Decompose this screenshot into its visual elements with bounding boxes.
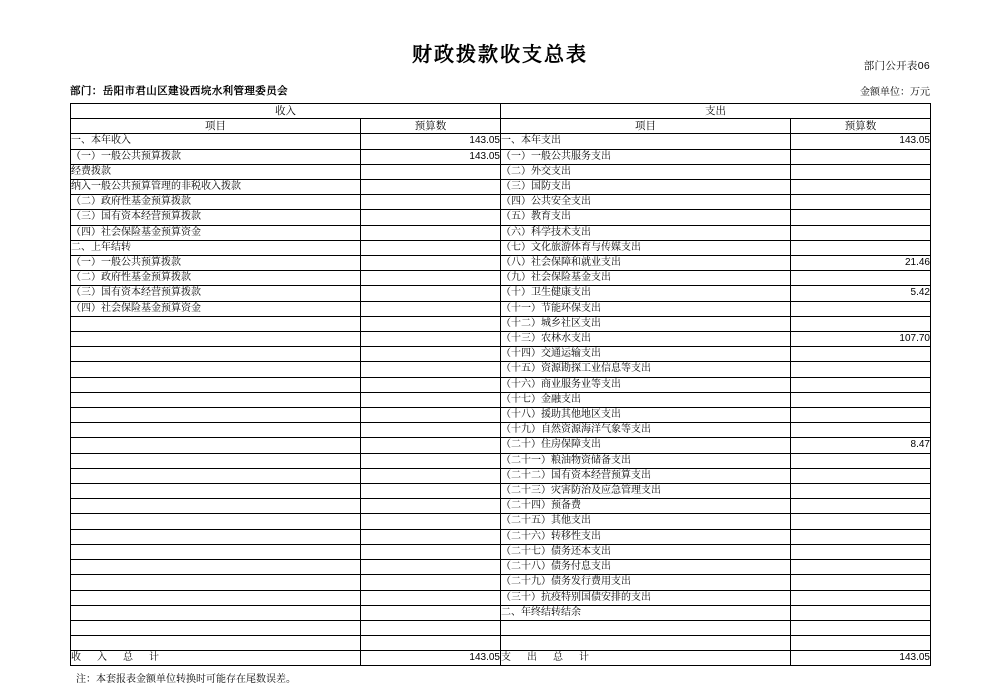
income-item-label <box>71 620 361 635</box>
income-item-label <box>71 408 361 423</box>
column-header-income-budget: 预算数 <box>361 119 501 134</box>
expense-item-label: （三）国防支出 <box>501 180 791 195</box>
income-item-label: （一）一般公共预算拨款 <box>71 256 361 271</box>
income-item-label <box>71 362 361 377</box>
income-item-value <box>361 240 501 255</box>
table-row <box>71 164 931 179</box>
income-item-value: 143.05 <box>361 134 501 149</box>
income-item-value <box>361 271 501 286</box>
page-title: 财政拨款收支总表 <box>412 44 588 66</box>
expense-item-value <box>791 240 931 255</box>
meta-row <box>70 83 930 98</box>
table-row <box>71 180 931 195</box>
table-row <box>71 468 931 483</box>
expense-item-value <box>791 575 931 590</box>
expense-item-value <box>791 149 931 164</box>
group-header-expense: 支出 <box>501 104 931 119</box>
table-row <box>71 210 931 225</box>
income-item-label: （三）国有资本经营预算拨款 <box>71 286 361 301</box>
income-item-label <box>71 347 361 362</box>
expense-item-value <box>791 484 931 499</box>
expense-item-value <box>791 225 931 240</box>
income-item-value <box>361 195 501 210</box>
table-row <box>71 438 931 453</box>
income-item-value <box>361 438 501 453</box>
income-item-value <box>361 423 501 438</box>
table-footer <box>71 651 931 666</box>
expense-item-label: （五）教育支出 <box>501 210 791 225</box>
budget-table <box>70 103 931 666</box>
income-item-value <box>361 256 501 271</box>
group-header-row <box>71 104 931 119</box>
form-code-label: 部门公开表06 <box>863 60 930 72</box>
department-label: 部门：岳阳市君山区建设西垸水利管理委员会 <box>70 85 288 97</box>
expense-item-label: （四）公共安全支出 <box>501 195 791 210</box>
income-item-value <box>361 225 501 240</box>
expense-item-label: （二十）住房保障支出 <box>501 438 791 453</box>
expense-item-label: （八）社会保障和就业支出 <box>501 256 791 271</box>
table-row <box>71 271 931 286</box>
expense-item-label: （二）外交支出 <box>501 164 791 179</box>
expense-item-value <box>791 347 931 362</box>
expense-item-label: （十六）商业服务业等支出 <box>501 377 791 392</box>
column-header-expense-budget: 预算数 <box>791 119 931 134</box>
income-item-value <box>361 590 501 605</box>
expense-item-label: （二十五）其他支出 <box>501 514 791 529</box>
income-item-value <box>361 392 501 407</box>
table-row <box>71 332 931 347</box>
income-item-label: 经费拨款 <box>71 164 361 179</box>
income-item-value <box>361 605 501 620</box>
expense-item-value <box>791 316 931 331</box>
income-item-value <box>361 514 501 529</box>
income-item-label <box>71 544 361 559</box>
income-item-label <box>71 468 361 483</box>
income-item-value <box>361 529 501 544</box>
table-row <box>71 408 931 423</box>
expense-item-label: （九）社会保险基金支出 <box>501 271 791 286</box>
document-page <box>0 38 1000 685</box>
expense-item-value <box>791 605 931 620</box>
expense-item-label: （十二）城乡社区支出 <box>501 316 791 331</box>
table-row <box>71 134 931 149</box>
expense-item-value <box>791 392 931 407</box>
table-row <box>71 636 931 651</box>
table-row <box>71 256 931 271</box>
table-row <box>71 620 931 635</box>
income-item-label: （三）国有资本经营预算拨款 <box>71 210 361 225</box>
income-item-value <box>361 560 501 575</box>
expense-item-label: （十七）金融支出 <box>501 392 791 407</box>
expense-item-label: （二十四）预备费 <box>501 499 791 514</box>
expense-item-label <box>501 636 791 651</box>
income-item-label <box>71 605 361 620</box>
expense-item-label: （一）一般公共服务支出 <box>501 149 791 164</box>
expense-item-label: 二、年终结转结余 <box>501 605 791 620</box>
table-row <box>71 529 931 544</box>
income-item-label <box>71 377 361 392</box>
income-item-value <box>361 377 501 392</box>
expense-item-label: （二十七）债务还本支出 <box>501 544 791 559</box>
expense-item-value <box>791 544 931 559</box>
income-item-value <box>361 332 501 347</box>
income-item-label: 二、上年结转 <box>71 240 361 255</box>
table-row <box>71 453 931 468</box>
income-item-label: （一）一般公共预算拨款 <box>71 149 361 164</box>
column-header-row <box>71 119 931 134</box>
expense-item-value <box>791 301 931 316</box>
expense-total-value: 143.05 <box>791 651 931 666</box>
expense-item-value <box>791 468 931 483</box>
income-item-value <box>361 301 501 316</box>
total-row <box>71 651 931 666</box>
expense-item-value <box>791 180 931 195</box>
income-item-value <box>361 210 501 225</box>
income-item-value <box>361 347 501 362</box>
expense-item-label: （二十三）灾害防治及应急管理支出 <box>501 484 791 499</box>
table-row <box>71 195 931 210</box>
income-total-label: 收 入 总 计 <box>71 651 361 666</box>
income-item-label <box>71 529 361 544</box>
table-row <box>71 605 931 620</box>
expense-item-value <box>791 514 931 529</box>
income-item-label <box>71 423 361 438</box>
table-row <box>71 514 931 529</box>
expense-item-value <box>791 408 931 423</box>
expense-item-label: （十一）节能环保支出 <box>501 301 791 316</box>
group-header-income: 收入 <box>71 104 501 119</box>
expense-item-label: （十三）农林水支出 <box>501 332 791 347</box>
expense-item-label: （十八）援助其他地区支出 <box>501 408 791 423</box>
table-row <box>71 423 931 438</box>
income-item-value <box>361 620 501 635</box>
expense-item-value: 107.70 <box>791 332 931 347</box>
income-item-label <box>71 514 361 529</box>
expense-item-value: 5.42 <box>791 286 931 301</box>
income-item-label <box>71 453 361 468</box>
table-row <box>71 301 931 316</box>
expense-item-value <box>791 620 931 635</box>
expense-item-label: （二十二）国有资本经营预算支出 <box>501 468 791 483</box>
expense-item-value <box>791 195 931 210</box>
expense-item-value <box>791 271 931 286</box>
table-row <box>71 240 931 255</box>
income-item-value <box>361 180 501 195</box>
expense-item-value <box>791 164 931 179</box>
table-row <box>71 362 931 377</box>
expense-item-label: （二十一）粮油物资储备支出 <box>501 453 791 468</box>
table-row <box>71 225 931 240</box>
income-item-label <box>71 316 361 331</box>
expense-item-label: （十九）自然资源海洋气象等支出 <box>501 423 791 438</box>
income-item-value <box>361 408 501 423</box>
income-item-label <box>71 575 361 590</box>
income-item-label: （四）社会保险基金预算资金 <box>71 301 361 316</box>
table-body <box>71 134 931 651</box>
table-row <box>71 392 931 407</box>
income-item-value <box>361 468 501 483</box>
footer-note: 注：本套报表金额单位转换时可能存在尾数误差。 <box>76 674 296 685</box>
income-item-value <box>361 164 501 179</box>
expense-item-label: （十）卫生健康支出 <box>501 286 791 301</box>
column-header-expense-item: 项目 <box>501 119 791 134</box>
expense-item-label: （三十）抗疫特别国债安排的支出 <box>501 590 791 605</box>
income-item-label <box>71 499 361 514</box>
income-item-label: （四）社会保险基金预算资金 <box>71 225 361 240</box>
table-header <box>71 104 931 134</box>
income-item-label <box>71 560 361 575</box>
income-item-label: （二）政府性基金预算拨款 <box>71 271 361 286</box>
expense-item-value <box>791 453 931 468</box>
table-row <box>71 575 931 590</box>
income-item-value <box>361 316 501 331</box>
expense-total-label: 支 出 总 计 <box>501 651 791 666</box>
table-row <box>71 286 931 301</box>
income-item-value <box>361 499 501 514</box>
table-row <box>71 560 931 575</box>
expense-item-label <box>501 620 791 635</box>
income-item-label <box>71 438 361 453</box>
income-item-value <box>361 453 501 468</box>
table-row <box>71 347 931 362</box>
expense-item-label: （二十九）债务发行费用支出 <box>501 575 791 590</box>
expense-item-label: （二十八）债务付息支出 <box>501 560 791 575</box>
expense-item-label: 一、本年支出 <box>501 134 791 149</box>
table-row <box>71 377 931 392</box>
expense-item-value: 21.46 <box>791 256 931 271</box>
table-row <box>71 499 931 514</box>
expense-item-value <box>791 423 931 438</box>
expense-item-value: 8.47 <box>791 438 931 453</box>
income-item-label: 纳入一般公共预算管理的非税收入拨款 <box>71 180 361 195</box>
income-item-value <box>361 636 501 651</box>
table-row <box>71 590 931 605</box>
expense-item-label: （二十六）转移性支出 <box>501 529 791 544</box>
income-item-label <box>71 392 361 407</box>
expense-item-value: 143.05 <box>791 134 931 149</box>
expense-item-value <box>791 560 931 575</box>
expense-item-value <box>791 210 931 225</box>
income-item-label <box>71 484 361 499</box>
expense-item-value <box>791 499 931 514</box>
income-item-value <box>361 575 501 590</box>
expense-item-label: （七）文化旅游体育与传媒支出 <box>501 240 791 255</box>
expense-item-value <box>791 529 931 544</box>
table-row <box>71 149 931 164</box>
expense-item-value <box>791 377 931 392</box>
expense-item-label: （六）科学技术支出 <box>501 225 791 240</box>
expense-item-value <box>791 590 931 605</box>
income-item-label <box>71 332 361 347</box>
income-item-value <box>361 544 501 559</box>
income-item-label: （二）政府性基金预算拨款 <box>71 195 361 210</box>
income-item-value <box>361 484 501 499</box>
income-item-value <box>361 286 501 301</box>
income-item-label: 一、本年收入 <box>71 134 361 149</box>
table-row <box>71 316 931 331</box>
table-row <box>71 484 931 499</box>
column-header-income-item: 项目 <box>71 119 361 134</box>
expense-item-label: （十四）交通运输支出 <box>501 347 791 362</box>
expense-item-value <box>791 636 931 651</box>
expense-item-label: （十五）资源勘探工业信息等支出 <box>501 362 791 377</box>
income-item-value <box>361 362 501 377</box>
income-item-label <box>71 590 361 605</box>
table-row <box>71 544 931 559</box>
income-item-label <box>71 636 361 651</box>
currency-unit-label: 金额单位：万元 <box>860 87 930 98</box>
income-item-value: 143.05 <box>361 149 501 164</box>
income-total-value: 143.05 <box>361 651 501 666</box>
expense-item-value <box>791 362 931 377</box>
